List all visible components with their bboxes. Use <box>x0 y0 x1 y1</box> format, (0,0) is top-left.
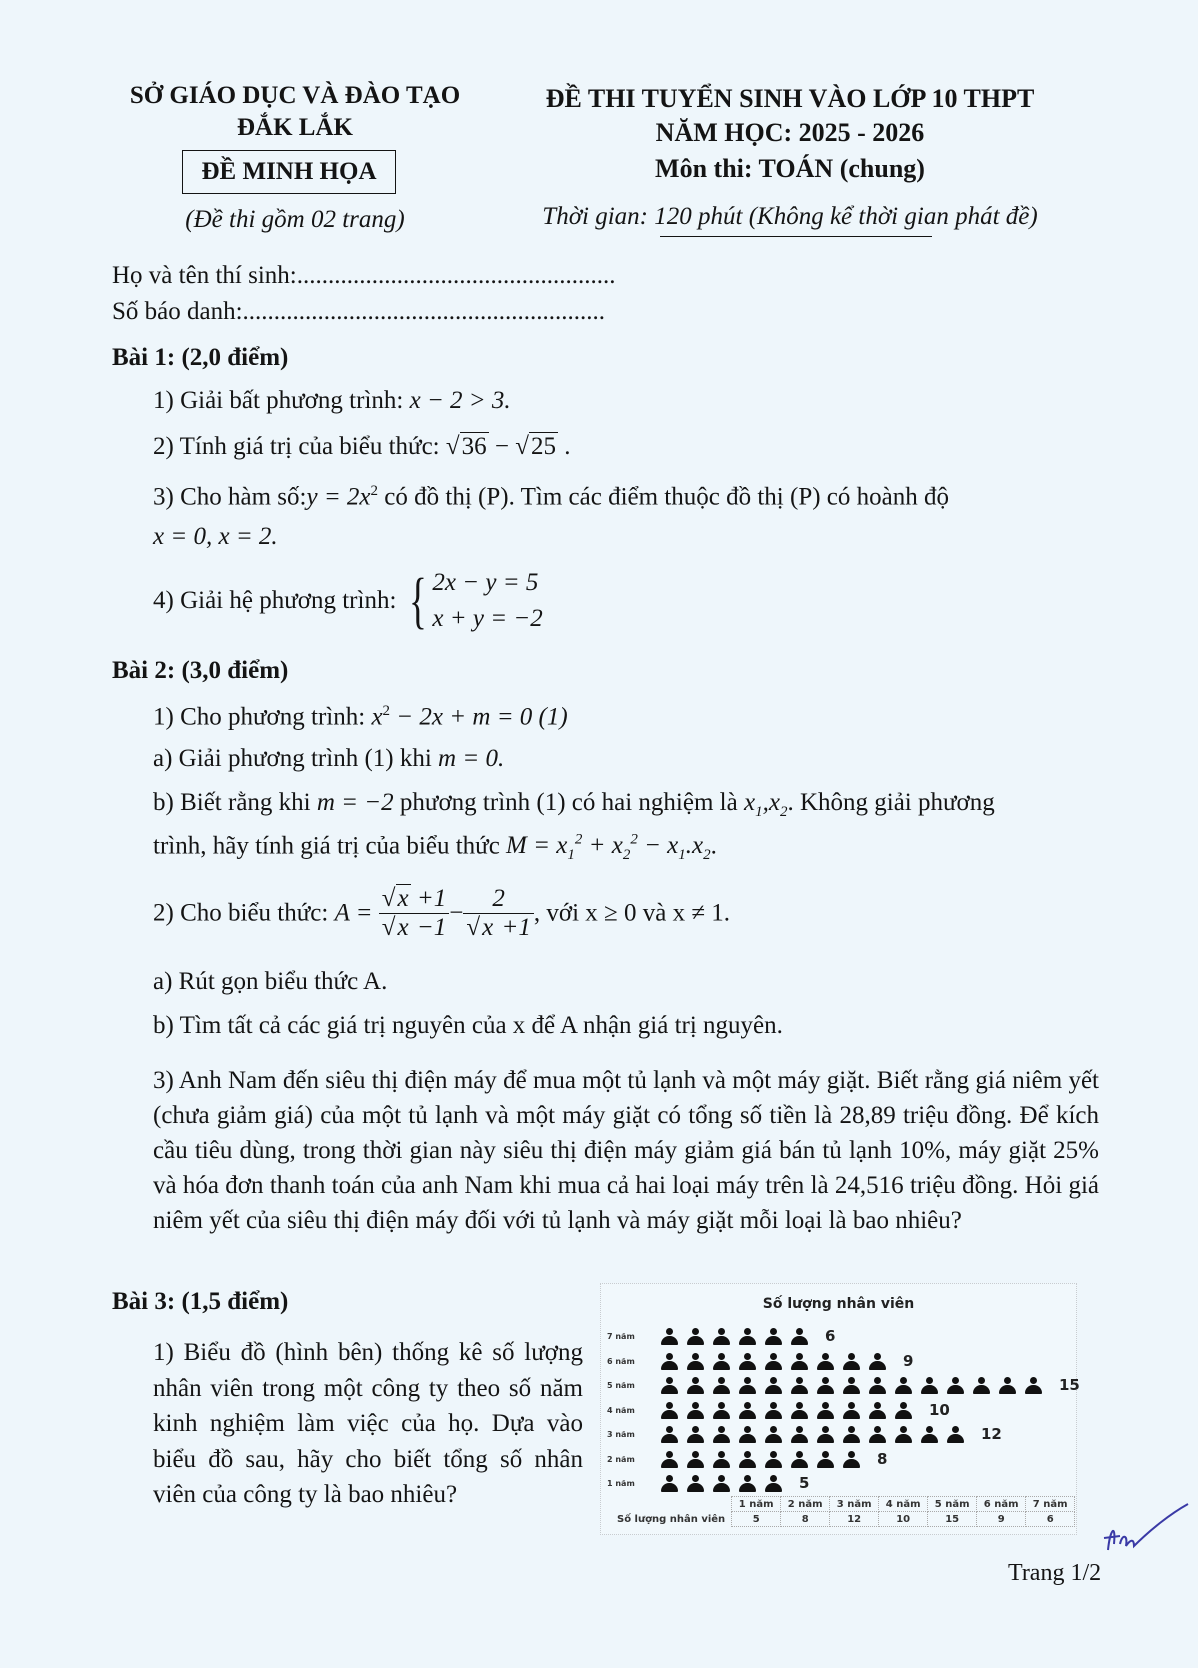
row-label: 3 năm <box>607 1430 635 1439</box>
bai2-q2: 2) Cho biểu thức: A = $\frac{√x +1}{√x -1}$ − $\frac{2}{√x +1}$ , với x ≥ 0 và x ≠ 1. <box>153 885 731 941</box>
bai2-q1-math: − 2x + m = 0 (1) <box>396 703 568 731</box>
person-icon <box>713 1475 730 1493</box>
table-header-cell: 7 năm <box>1026 1497 1075 1512</box>
person-icon <box>1025 1377 1042 1395</box>
bai2-q2-text: 2) Cho biểu thức: <box>153 899 329 927</box>
pages-note: (Đề thi gồm 02 trang) <box>185 206 405 233</box>
person-icon <box>687 1426 704 1444</box>
person-icon <box>817 1426 834 1444</box>
table-header-cell: 5 năm <box>928 1497 977 1512</box>
bai1-q3-text-b: có đồ thị (P). Tìm các điểm thuộc đồ thị (P) có hoành độ <box>384 483 949 511</box>
candidate-id-label: Số báo danh: <box>112 298 243 325</box>
row-label: 5 năm <box>607 1381 635 1390</box>
person-icon <box>921 1377 938 1395</box>
value-label: 8 <box>877 1449 888 1468</box>
person-icon <box>765 1426 782 1444</box>
bai1-q3-line2: x = 0, x = 2. <box>153 523 278 550</box>
value-label: 12 <box>981 1425 1002 1443</box>
person-icon <box>817 1451 834 1469</box>
person-icon <box>765 1475 782 1493</box>
bai1-q4-text: 4) Giải hệ phương trình: <box>153 587 397 614</box>
person-icon <box>843 1377 860 1395</box>
department-name: SỞ GIÁO DỤC VÀ ĐÀO TẠO <box>129 82 461 109</box>
person-icon <box>765 1451 782 1469</box>
value-label: 6 <box>825 1327 836 1345</box>
table-row-label: Số lượng nhân viên <box>611 1512 732 1527</box>
table-header-cell: 3 năm <box>830 1497 879 1512</box>
time-limit: Thời gian: 120 phút (Không kể thời gian phát đề) <box>542 203 1038 230</box>
candidate-id-field <box>112 298 605 326</box>
person-icon <box>947 1426 964 1444</box>
bai2-title: Bài 2: (3,0 điểm) <box>112 657 289 684</box>
person-icon <box>739 1451 756 1469</box>
person-icon <box>791 1328 808 1346</box>
header-underline <box>660 236 932 237</box>
person-icon <box>765 1328 782 1346</box>
person-icon <box>765 1402 782 1420</box>
person-icon <box>791 1377 808 1395</box>
value-label: 15 <box>1059 1376 1080 1394</box>
person-icon <box>843 1451 860 1469</box>
pictograph-chart <box>600 1283 1080 1535</box>
person-icon <box>817 1377 834 1395</box>
bai1-q4 <box>153 565 543 637</box>
person-icon <box>713 1328 730 1346</box>
person-icon <box>765 1377 782 1395</box>
bai2-q1b-line2: trình, hãy tính giá trị của biểu thức $M = x_1^2 + x_2^2 - x_1.x_2$. <box>153 832 717 864</box>
person-icon <box>739 1353 756 1371</box>
exam-title: ĐỀ THI TUYỂN SINH VÀO LỚP 10 THPT <box>545 84 1035 113</box>
person-icon <box>661 1328 678 1346</box>
candidate-name-field <box>112 262 615 290</box>
person-icon <box>843 1426 860 1444</box>
person-icon <box>661 1402 678 1420</box>
person-icon <box>687 1353 704 1371</box>
bai1-q3-text-a: 3) Cho hàm số: <box>153 483 307 511</box>
person-icon <box>739 1475 756 1493</box>
person-icon <box>687 1451 704 1469</box>
person-icon <box>739 1377 756 1395</box>
bai2-q1b-math: m = −2 <box>316 789 394 816</box>
page-number: Trang 1/2 <box>1008 1560 1102 1586</box>
person-icon <box>921 1426 938 1444</box>
bai2-q1b-text-b: phương trình (1) có hai nghiệm là <box>399 789 738 816</box>
bai1-q4-eq1: 2x − y = 5 <box>432 569 539 596</box>
row-label: 7 năm <box>607 1332 635 1341</box>
person-icon <box>661 1426 678 1444</box>
fraction-1: $\frac{√x +1}{√x -1}$ <box>379 885 449 942</box>
table-header-cell: 1 năm <box>732 1497 781 1512</box>
table-value-cell: 8 <box>781 1512 830 1527</box>
candidate-id-dots: .......................................................... <box>242 298 606 325</box>
bai1-q3: 3) Cho hàm số:y = $2x^2$ có đồ thị (P). Tìm các điểm thuộc đồ thị (P) có hoành độ <box>153 483 949 511</box>
bai2-q1a-math: m = 0. <box>438 745 505 772</box>
bai1-q2-root2: 25 <box>530 433 556 460</box>
table-value-cell: 15 <box>928 1512 977 1527</box>
person-icon <box>817 1353 834 1371</box>
province-name: ĐẮK LẮK <box>237 114 353 141</box>
person-icon <box>895 1377 912 1395</box>
person-icon <box>713 1426 730 1444</box>
bai1-q2-text: 2) Tính giá trị của biểu thức: <box>153 433 440 460</box>
chart-data-table <box>611 1496 1075 1527</box>
bai1-q1-text: 1) Giải bất phương trình: <box>153 387 404 414</box>
bai1-q1 <box>153 387 511 415</box>
person-icon <box>999 1377 1016 1395</box>
chart-title: Số lượng nhân viên <box>762 1296 915 1312</box>
signature-icon <box>1100 1500 1190 1560</box>
person-icon <box>895 1426 912 1444</box>
row-label: 6 năm <box>607 1356 635 1366</box>
person-icon <box>661 1377 678 1395</box>
bai2-q2-condition: , với x ≥ 0 và x ≠ 1. <box>533 899 731 927</box>
bai2-q1b: b) Biết rằng khi m = −2 phương trình (1) có hai nghiệm là $x_1,x_2$. Không giải phương <box>153 789 995 820</box>
person-icon <box>791 1353 808 1371</box>
person-icon <box>973 1377 990 1395</box>
person-icon <box>713 1451 730 1469</box>
person-icon <box>869 1353 886 1371</box>
bai3-title: Bài 3: (1,5 điểm) <box>112 1288 289 1315</box>
fraction-2: $\frac{2}{√x +1}$ <box>463 885 533 942</box>
person-icon <box>687 1402 704 1420</box>
bai2-q1a-text: a) Giải phương trình (1) khi <box>153 745 432 772</box>
bai2-q1a <box>153 745 504 773</box>
value-label: 9 <box>903 1351 914 1370</box>
bai1-q2-root1: 36 <box>461 433 487 460</box>
person-icon <box>687 1328 704 1346</box>
person-icon <box>687 1475 704 1493</box>
table-value-cell: 10 <box>879 1512 928 1527</box>
subject: Môn thi: TOÁN (chung) <box>655 154 925 183</box>
person-icon <box>687 1377 704 1395</box>
school-year: NĂM HỌC: 2025 - 2026 <box>655 118 925 147</box>
bai1-q4-system <box>432 565 542 637</box>
bai2-q2a: a) Rút gọn biểu thức A. <box>153 968 388 995</box>
bai2-q1b-text-a: b) Biết rằng khi <box>153 789 311 816</box>
person-icon <box>895 1402 912 1420</box>
bai1-title: Bài 1: (2,0 điểm) <box>112 344 289 371</box>
row-label: 2 năm <box>607 1454 635 1464</box>
person-icon <box>843 1353 860 1371</box>
person-icon <box>791 1402 808 1420</box>
bai3-q1: 1) Biểu đồ (hình bên) thống kê số lượng nhân viên trong một công ty theo số năm kinh nghiệm làm việc của họ. Dựa vào biểu đồ sau, hãy cho biết tổng số nhân viên của công ty là bao nhiêu? <box>153 1339 583 1508</box>
person-icon <box>947 1377 964 1395</box>
person-icon <box>869 1402 886 1420</box>
table-header-cell: 4 năm <box>879 1497 928 1512</box>
bai2-q1b-line2-text: trình, hãy tính giá trị của biểu thức <box>153 832 500 860</box>
person-icon <box>739 1402 756 1420</box>
table-value-cell: 5 <box>732 1512 781 1527</box>
bai1-q3-math: y = 2x <box>306 483 371 511</box>
person-icon <box>713 1402 730 1420</box>
person-icon <box>713 1353 730 1371</box>
person-icon <box>661 1475 678 1493</box>
table-header-cell: 2 năm <box>781 1497 830 1512</box>
table-value-cell: 9 <box>977 1512 1026 1527</box>
sample-exam-badge: ĐỀ MINH HỌA <box>182 150 396 194</box>
person-icon <box>739 1426 756 1444</box>
person-icon <box>791 1451 808 1469</box>
value-label: 5 <box>799 1474 810 1492</box>
person-icon <box>661 1353 678 1371</box>
table-value-cell: 12 <box>830 1512 879 1527</box>
person-icon <box>713 1377 730 1395</box>
person-icon <box>843 1402 860 1420</box>
candidate-name-label: Họ và tên thí sinh: <box>112 262 297 289</box>
person-icon <box>765 1353 782 1371</box>
bai2-q1: 1) Cho phương trình: $x^2 - 2x + m = 0$ (1) <box>153 703 568 731</box>
bai2-q3: 3) Anh Nam đến siêu thị điện máy để mua một tủ lạnh và một máy giặt. Biết rằng giá niêm yết (chưa giảm giá) của một tủ lạnh và một máy giặt có tổng số tiền là 28,89 triệu đồng. Để kích cầu tiêu dùng, trong thời gian này siêu thị điện máy giảm giá bán tủ lạnh 10%, máy giặt 25% và hóa đơn thanh toán của anh Nam khi mua cả hai loại máy trên là 24,516 triệu đồng. Hỏi giá niêm yết của siêu thị điện máy đối với tủ lạnh và máy giặt mỗi loại là bao nhiêu? <box>153 1067 1099 1234</box>
row-label: 4 năm <box>607 1405 635 1415</box>
person-icon <box>791 1426 808 1444</box>
bai1-q2: 2) Tính giá trị của biểu thức: √36 − √25 . <box>153 433 571 460</box>
brace-icon: { <box>408 567 427 635</box>
bai2-q1-text: 1) Cho phương trình: <box>153 703 366 731</box>
row-label: 1 năm <box>607 1479 635 1488</box>
person-icon <box>869 1377 886 1395</box>
person-icon <box>661 1451 678 1469</box>
person-icon <box>869 1426 886 1444</box>
bai1-q1-math: x − 2 > 3. <box>409 387 511 414</box>
bai2-q1b-text-c: . Không giải phương <box>787 789 995 816</box>
bai2-q2b: b) Tìm tất cả các giá trị nguyên của x để A nhận giá trị nguyên. <box>153 1012 783 1039</box>
bai1-q4-eq2: x + y = −2 <box>432 605 543 632</box>
person-icon <box>739 1328 756 1346</box>
candidate-name-dots: ................................................... <box>296 262 616 289</box>
table-header-cell: 6 năm <box>977 1497 1026 1512</box>
value-label: 10 <box>929 1400 950 1419</box>
table-value-cell: 6 <box>1026 1512 1075 1527</box>
person-icon <box>817 1402 834 1420</box>
